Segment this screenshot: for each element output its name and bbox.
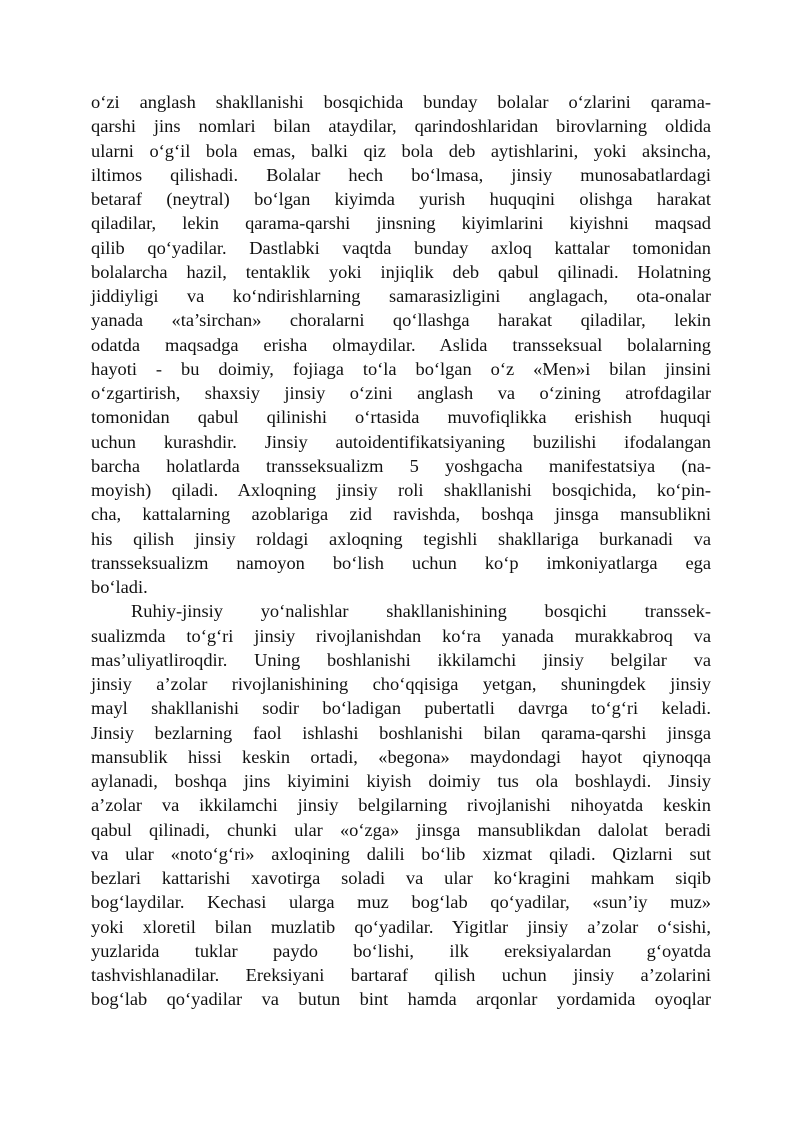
- text-line: odatda maqsadga erisha olmaydilar. Aslida transseksual bolalarning: [91, 334, 711, 355]
- text-line: iltimos qilishadi. Bolalar hech bo‘lmasa, jinsiy munosabatlardagi: [91, 164, 711, 185]
- text-line: bo‘ladi.: [91, 577, 148, 597]
- paragraph: [91, 90, 711, 599]
- text-line: a’zolar va ikkilamchi jinsiy belgilarning rivojlanishi nihoyatda keskin: [91, 795, 711, 816]
- text-line: Jinsiy bezlarning faol ishlashi boshlanishi bilan qarama-qarshi jinsga: [91, 722, 711, 743]
- text-line: betaraf (neytral) bo‘lgan kiyimda yurish huquqini olishga harakat: [91, 189, 711, 209]
- text-line: tomonidan qabul qilinishi o‘rtasida muvofiqlikka erishish huquqi: [91, 407, 711, 428]
- text-line: barcha holatlarda transseksualizm 5 yoshgacha manifestatsiya (na-: [91, 455, 711, 476]
- text-line: uchun kurashdir. Jinsiy autoidentifikatsiyaning buzilishi ifodalangan: [91, 431, 711, 452]
- text-line: yoki xloretil bilan muzlatib qo‘yadilar. Yigitlar jinsiy a’zolar o‘sishi,: [91, 916, 711, 937]
- paragraph: [91, 599, 711, 1011]
- text-line: mansublik hissi keskin ortadi, «begona» maydondagi hayot qiynoqqa: [91, 746, 711, 767]
- text-line: his qilish jinsiy roldagi axloqning tegishli shakllariga burkanadi va: [91, 528, 711, 549]
- text-line: bolalarcha hazil, tentaklik yoki injiqlik deb qabul qilinadi. Holatning: [91, 261, 711, 282]
- text-line: qarshi jins nomlari bilan ataydilar, qarindoshlaridan birovlarning oldida: [91, 116, 711, 137]
- text-line: jinsiy a’zolar rivojlanishining cho‘qqisiga yetgan, shuningdek jinsiy: [91, 674, 711, 694]
- text-line: qiladilar, lekin qarama-qarshi jinsning kiyimlarini kiyishni maqsad: [91, 213, 711, 234]
- text-line: yuzlarida tuklar paydo bo‘lishi, ilk ereksiyalardan g‘oyatda: [91, 940, 711, 961]
- text-line: bezlari kattarishi xavotirga soladi va ular ko‘kragini mahkam siqib: [91, 868, 711, 888]
- text-line: transseksualizm namoyon bo‘lish uchun ko‘p imkoniyatlarga ega: [91, 552, 711, 573]
- text-line: qilib qo‘yadilar. Dastlabki vaqtda bunday axloq kattalar tomonidan: [91, 237, 711, 258]
- text-line: ularni o‘g‘il bola emas, balki qiz bola deb aytishlarini, yoki aksincha,: [91, 140, 711, 161]
- text-line: o‘zi anglash shakllanishi bosqichida bunday bolalar o‘zlarini qarama-: [91, 92, 711, 112]
- text-line: aylanadi, boshqa jins kiyimini kiyish doimiy tus ola boshlaydi. Jinsiy: [91, 771, 711, 791]
- text-line: cha, kattalarning azoblariga zid ravishda, boshqa jinsga mansublikni: [91, 504, 711, 525]
- text-line: moyish) qiladi. Axloqning jinsiy roli shakllanishi bosqichida, ko‘pin-: [91, 480, 711, 500]
- text-line: qabul qilinadi, chunki ular «o‘zga» jinsga mansublikdan dalolat beradi: [91, 819, 711, 840]
- text-line: bog‘lab qo‘yadilar va butun bint hamda arqonlar yordamida oyoqlar: [91, 989, 711, 1010]
- text-line: tashvishlanadilar. Ereksiyani bartaraf qilish uchun jinsiy a’zolarini: [91, 965, 711, 985]
- text-line: Ruhiy-jinsiy yo‘nalishlar shakllanishining bosqichi transsek-: [131, 601, 711, 622]
- text-line: mas’uliyatliroqdir. Uning boshlanishi ikkilamchi jinsiy belgilar va: [91, 649, 711, 670]
- text-line: va ular «noto‘g‘ri» axloqining dalili bo‘lib xizmat qiladi. Qizlarni sut: [91, 843, 711, 864]
- text-line: bog‘laydilar. Kechasi ularga muz bog‘lab qo‘yadilar, «sun’iy muz»: [91, 892, 711, 913]
- text-line: mayl shakllanishi sodir bo‘ladigan pubertatli davrga to‘g‘ri keladi.: [91, 698, 711, 719]
- text-line: hayoti - bu doimiy, fojiaga to‘la bo‘lgan o‘z «Men»i bilan jinsini: [91, 358, 711, 379]
- document-page: [91, 90, 711, 1012]
- text-line: jiddiyligi va ko‘ndirishlarning samarasizligini anglagach, ota-onalar: [91, 286, 711, 306]
- text-line: o‘zgartirish, shaxsiy jinsiy o‘zini anglash va o‘zining atrofdagilar: [91, 383, 711, 403]
- text-line: yanada «ta’sirchan» choralarni qo‘llashga harakat qiladilar, lekin: [91, 310, 711, 331]
- text-line: sualizmda to‘g‘ri jinsiy rivojlanishdan ko‘ra yanada murakkabroq va: [91, 625, 711, 646]
